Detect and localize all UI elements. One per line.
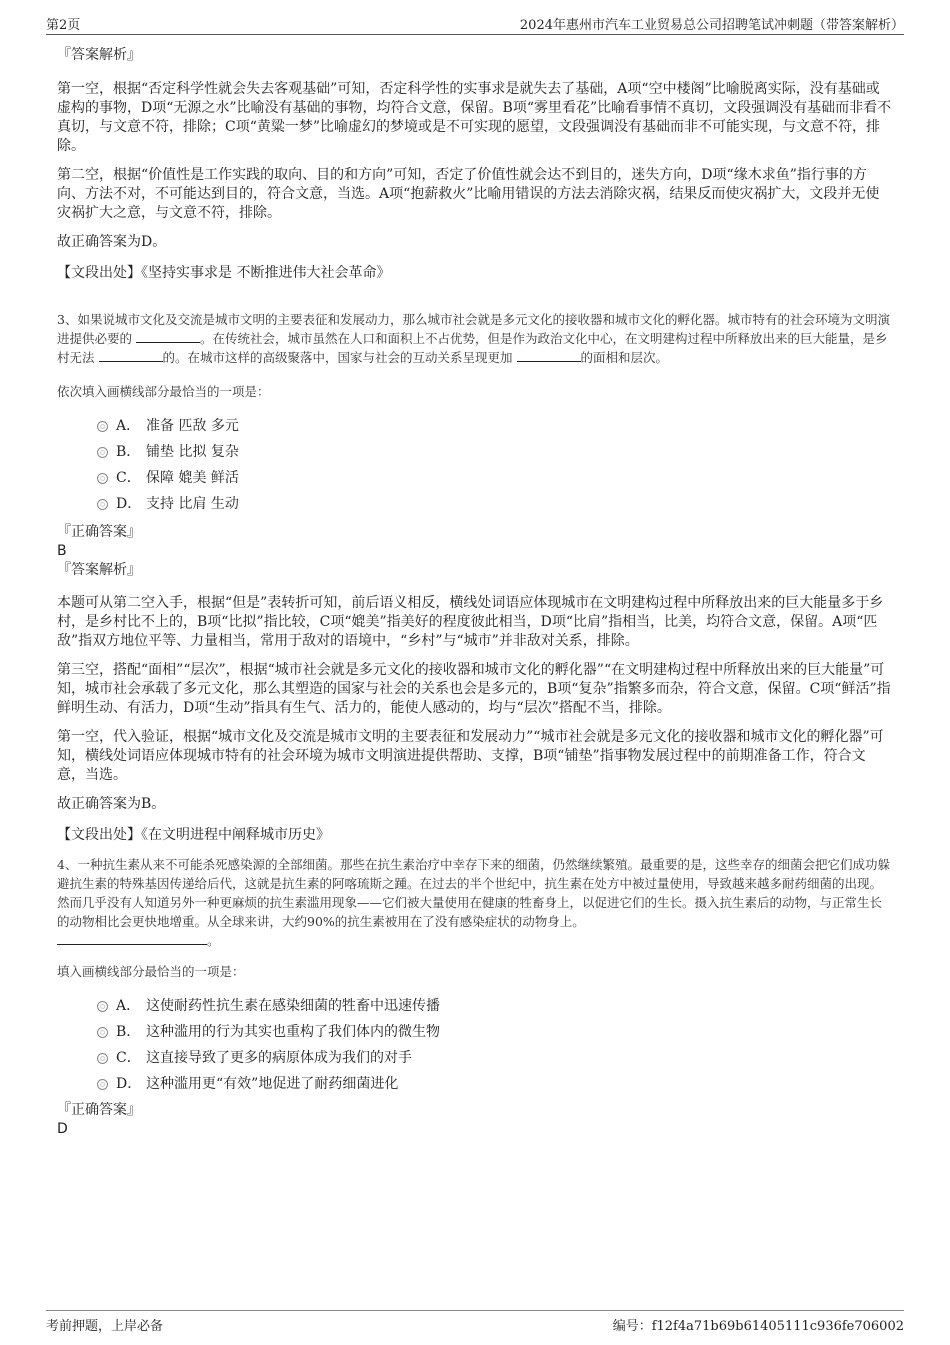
blank-line [99,349,163,362]
document-body [57,46,892,1139]
analysis-label: 『答案解析』 [57,47,141,63]
correct-answer: D [57,1121,68,1137]
radio-icon[interactable] [97,1053,108,1064]
option-a[interactable]: A． 准备 匹敌 多元 [97,413,892,439]
question-stem: 4、一种抗生素从来不可能杀死感染源的全部细菌。那些在抗生素治疗中幸存下来的细菌，仍然继续繁殖。最重要的是，这些幸存的细菌会把它们成功躲避抗生素的特殊基因传递给后代，这就是抗生素的阿喀琉斯之踵。在过去的半个世纪中，抗生素在处方中被过量使用，导致越来越多耐药细菌的出现。然而几乎没有人知道另外一种更麻烦的抗生素滥用现象——它们被大量使用在健康的牲畜身上，以促进它们的生长。摄入抗生素后的动物，与正常生长的动物相比会更快地增重。从全球来讲，大约90%的抗生素被用在了没有感染症状的动物身上。 。 [57,857,890,948]
analysis-paragraph: 第一空，代入验证，根据“城市文化及交流是城市文明的主要表征和发展动力”“城市社会就是多元文化的接收器和城市文化的孵化器”可知，横线处词语应体现城市特有的社会环境为城市文明演进提供帮助、支撑，B项“铺垫”指事物发展过程中的前期准备工作，符合文意，当选。 [57,729,884,783]
radio-icon[interactable] [97,1001,108,1012]
blank-line [517,349,581,362]
document-title: 2024年惠州市汽车工业贸易总公司招聘笔试冲刺题（带答案解析） [519,18,904,33]
radio-icon[interactable] [97,1027,108,1038]
passage-source: 【文段出处】《在文明进程中阐释城市历史》 [57,827,330,843]
analysis-paragraph: 第一空，根据“否定科学性就会失去客观基础”可知，否定科学性的实事求是就失去了基础，A项“空中楼阁”比喻脱离实际，没有基础或虚构的事物，D项“无源之水”比喻没有基础的事物，均符合文意，保留。B项“雾里看花”比喻看事情不真切，文段强调没有基础而非看不真切，与文意不符，排除；C项“黄粱一梦”比喻虚幻的梦境或是不可实现的愿望，文段强调没有基础而非不可能实现，与文意不符，排除。 [57,81,892,154]
radio-icon[interactable] [97,447,108,458]
radio-icon[interactable] [97,1079,108,1090]
answer-conclusion: 故正确答案为B。 [57,796,166,812]
correct-answer-label: 『正确答案』 [57,524,141,540]
correct-answer: B [57,543,67,559]
answer-conclusion: 故正确答案为D。 [57,234,167,250]
analysis-paragraph: 第三空，搭配“面相”“层次”，根据“城市社会就是多元文化的接收器和城市文化的孵化器”“在文明建构过程中所释放出来的巨大能量”可知，城市社会承载了多元文化，那么其塑造的国家与社会的关系也会是多元的，B项“复杂”指繁多而杂，符合文意，保留。C项“鲜活”指鲜明生动、有活力，D项“生动”指具有生气、活力的，能使人感动的，均与“层次”搭配不当，排除。 [57,662,891,716]
blank-line [57,932,207,945]
question-stem: 3、如果说城市文化及交流是城市文明的主要表征和发展动力，那么城市社会就是多元文化的接收器和城市文化的孵化器。城市特有的社会环境为文明演进提供必要的 。在传统社会，城市虽然在人口和面积上不占优势，但是作为政治文化中心，在文明建构过程中所释放出来的巨大能量，是乡村无法 的。在城市这样的高级聚落中，国家与社会的互动关系呈现更加 的面相和层次。 [57,312,890,365]
blank-line [136,330,200,343]
option-c[interactable]: C． 保障 媲美 鲜活 [97,465,892,491]
question-prompt: 填入画横线部分最恰当的一项是： [57,964,245,979]
radio-icon[interactable] [97,421,108,432]
question-prompt: 依次填入画横线部分最恰当的一项是： [57,384,270,399]
option-a[interactable]: A． 这使耐药性抗生素在感染细菌的牲畜中迅速传播 [97,993,892,1019]
analysis-paragraph: 本题可从第二空入手，根据“但是”表转折可知，前后语义相反，横线处词语应体现城市在文明建构过程中所释放出来的巨大能量多于乡村，是乡村比不上的，B项“比拟”指比较，C项“媲美”指美好的程度彼此相当，D项“比肩”指相当，比美，均符合文意，保留。A项“匹敌”指双方地位平等、力量相当，常用于敌对的语境中，“乡村”与“城市”并非敌对关系，排除。 [57,595,884,649]
footer-slogan: 考前押题，上岸必备 [46,1319,164,1334]
option-d[interactable]: D． 支持 比肩 生动 [97,491,892,517]
option-list [57,413,892,517]
page-header [46,14,904,35]
analysis-paragraph: 第二空，根据“价值性是工作实践的取向、目的和方向”可知，否定了价值性就会达不到目的，迷失方向，D项“缘木求鱼”指行事的方向、方法不对，不可能达到目的，符合文意，当选。A项“抱薪救火”比喻用错误的方法去消除灾祸，结果反而使灾祸扩大，文段并无使灾祸扩大之意，与文意不符，排除。 [57,167,880,221]
passage-source: 【文段出处】《坚持实事求是 不断推进伟大社会革命》 [57,265,391,281]
page-footer [46,1310,904,1333]
option-c[interactable]: C． 这直接导致了更多的病原体成为我们的对手 [97,1045,892,1071]
option-d[interactable]: D． 这种滥用更“有效”地促进了耐药细菌进化 [97,1071,892,1097]
document-id: 编号：f12f4a71b69b61405111c936fe706002 [612,1319,904,1334]
radio-icon[interactable] [97,473,108,484]
page-number: 第2页 [46,18,81,33]
option-b[interactable]: B． 铺垫 比拟 复杂 [97,439,892,465]
radio-icon[interactable] [97,499,108,510]
option-list [57,993,892,1097]
option-b[interactable]: B． 这种滥用的行为其实也重构了我们体内的微生物 [97,1019,892,1045]
analysis-label: 『答案解析』 [57,562,141,578]
correct-answer-label: 『正确答案』 [57,1102,141,1118]
